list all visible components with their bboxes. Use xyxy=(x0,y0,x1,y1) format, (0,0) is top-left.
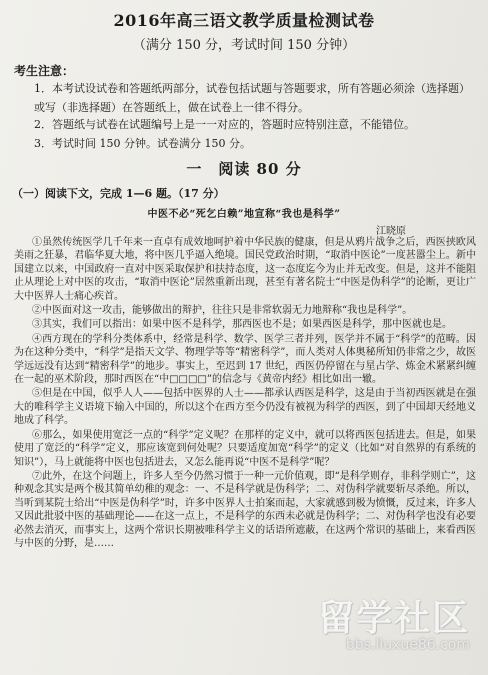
article-author: 江晓原 xyxy=(376,226,406,237)
article-body xyxy=(14,236,476,551)
exam-subtitle: （满分 150 分，考试时间 150 分钟） xyxy=(132,38,356,53)
notice-item-1: 1．本考试设试卷和答题纸两部分，试卷包括试题与答题要求，所有答题必须涂（选择题）或写（非选择题）在答题纸上，做在试卷上一律不得分。 xyxy=(34,82,470,114)
watermark-logo-text: 留学社区 xyxy=(317,598,470,639)
paragraph: ⑤但是在中国，似乎人人——包括中医界的人士——都承认西医是科学，这是由于当初西医就是在强大的唯科学主义语境下输入中国的，所以这个在西方至今仍没有被视为科学的西医，到了中国却天经地义地成了科学。 xyxy=(14,388,476,427)
notice-item-2: 2．答题纸与试卷在试题编号上是一一对应的，答题时应特别注意，不能错位。 xyxy=(34,118,415,131)
paragraph: ⑦此外，在这个问题上，许多人至今仍然习惯于一种一元价值观，即“是科学则存，非科学则亡”，这种观念其实是两个极其简单幼稚的观念：一、不是科学就是伪科学；二、对伪科学就要斩尽杀绝。所以，当听到某院士给出“中医是伪科学”时，许多中医界人士拍案而起，大家就感到极为愤慨，反过来，许多人又因此批驳中医的基础理论——在这一点上，不是科学的东西未必就是伪科学；二、对伪科学也没有必要必然去消灭，而事实上，这两个常识长期被唯科学主义的话语所遮蔽，在这两个常识的基础上，来看西医与中医的分野，是…… xyxy=(14,470,476,549)
paragraph: ③其实，我们可以指出：如果中医不是科学，那西医也不是；如果西医是科学，那中医就也是。 xyxy=(32,319,452,331)
article-title: 中医不必“死乞白赖”地宣称“我也是科学” xyxy=(147,209,341,220)
watermark-url: bbs.liuxue86.com xyxy=(345,637,470,653)
section-title: 一 阅读 80 分 xyxy=(186,160,302,178)
paragraph: ④西方现在的学科分类体系中，经常是科学、数学、医学三者并列，医学并不属于“科学”的范畴。因为在这种分类中，“科学”是指天文学、物理学等等“精密科学”，而人类对人体奥秘所知仍非常之少，故医学远远没有达到“精密科学”的地步。事实上，至迟到 17 世纪，西医仍停留在与星占学、炼金术紧紧纠缠在一起的巫术阶段，那时西医在“中□□□□”的信念与《黄帝内经》相比如出一辙。 xyxy=(14,333,476,386)
subsection-title: （一）阅读下文，完成 1—6 题。（17 分） xyxy=(12,187,225,200)
watermark xyxy=(318,590,470,653)
paragraph: ①虽然传统医学几千年来一直卓有成效地呵护着中华民族的健康，但是从鸦片战争之后，西医挟欧风美雨之狂暴，君临华夏大地，将中医几乎逼入绝境。国民党政治时期，“取消中医论”一度甚嚣尘上。新中国建立以来，中国政府一直对中医采取保护和扶持态度，这一态度迄今为止并无改变。但是，这并不能阻止从理论上对中医的攻击，“取消中医论”居然重新出现，甚至有著名院士“中医是伪科学”的论断，更让广大中医界人士痛心疾首。 xyxy=(14,237,476,302)
notice-title: 考生注意： xyxy=(14,64,75,78)
paragraph: ⑥那么，如果使用宽泛一点的“科学”定义呢？在那样的定义中，就可以将西医包括进去。但是，如果使用了宽泛的“科学”定义，那应该宽到何处呢？只要适度加宽“科学”的定义（比如“对自然界的有系统的知识”），马上就能将中医也包括进去，又怎么能再说“中医不是科学”呢？ xyxy=(14,429,476,468)
notice-item-3: 3．考试时间 150 分钟。试卷满分 150 分。 xyxy=(34,137,251,150)
paragraph: ②中医面对这一攻击，能够做出的辩护，往往只是非常软弱无力地辩称“我也是科学”。 xyxy=(32,305,413,317)
exam-title: 2016年高三语文教学质量检测试卷 xyxy=(113,11,375,30)
